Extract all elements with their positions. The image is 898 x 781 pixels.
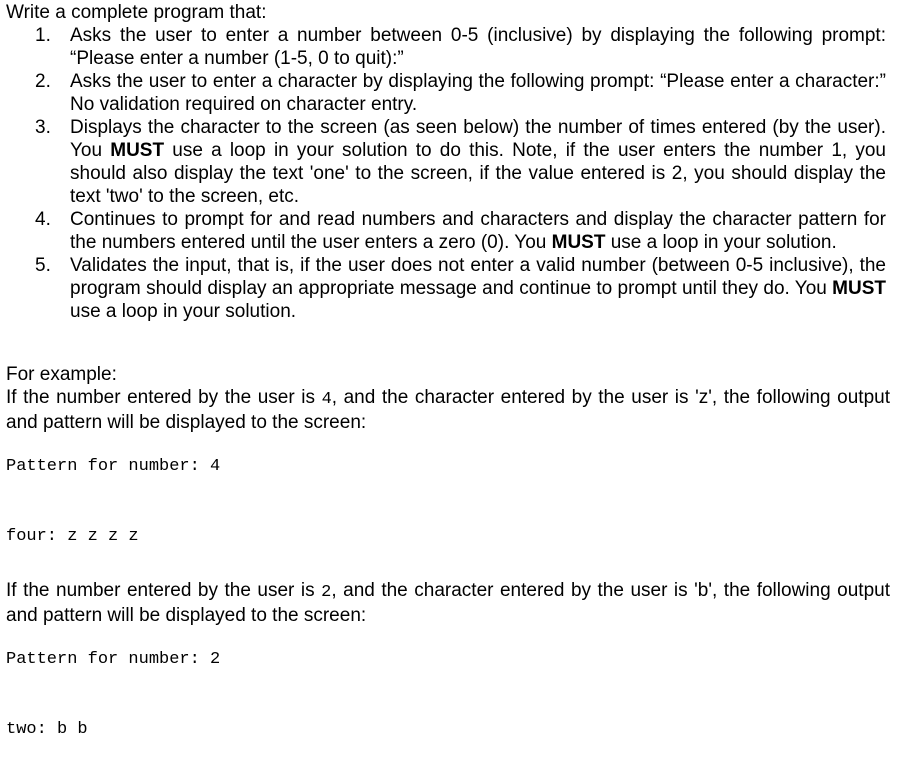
sample-output-line: Pattern for number: 4: [6, 457, 221, 476]
item-number: 5.: [35, 255, 51, 276]
sample-output-line: four: z z z z: [6, 527, 139, 546]
intro-text: Write a complete program that:: [6, 2, 267, 23]
item-text: use a loop in your solution to do this. Note, if the user enters the number 1, you should also display the text 'one' to the screen, if the value entered is 2, you should display the text 'two' to the screen, etc.: [70, 140, 886, 207]
requirement-item: [35, 70, 890, 116]
sample-output-line: Pattern for number: 2: [6, 650, 221, 669]
item-number: 2.: [35, 71, 51, 92]
item-text: Validates the input, that is, if the user does not enter a valid number (between 0-5 inclusive), the program should display an appropriate message and continue to prompt until they do. You: [70, 255, 886, 299]
example-number: 2: [321, 583, 332, 602]
spacer: [6, 434, 890, 456]
sample-output-line: two: b b: [6, 720, 88, 739]
requirement-item: [35, 116, 890, 208]
example-text: If the number entered by the user is: [6, 387, 322, 408]
item-text: use a loop in your solution.: [605, 232, 837, 253]
item-text: Asks the user to enter a character by displaying the following prompt: “Please enter a character:” No validation required on character entry.: [70, 71, 886, 115]
spacer: [6, 548, 890, 579]
assignment-document: [6, 1, 890, 741]
item-number: 4.: [35, 209, 51, 230]
emphasis-text: MUST: [551, 232, 606, 253]
example-text: If the number entered by the user is: [6, 580, 322, 601]
spacer: [6, 323, 890, 363]
example-description: [6, 579, 890, 627]
requirement-item: [35, 254, 890, 323]
example-text: , and the character entered by the user is 'b', the following output and pattern will be displayed to the screen:: [6, 580, 890, 626]
item-text: Continues to prompt for and read numbers and characters and display the character pattern for the numbers entered until the user enters a zero (0). You: [70, 209, 886, 253]
requirements-list: [6, 24, 890, 323]
example-number: 4: [321, 390, 332, 409]
requirement-item: [35, 208, 890, 254]
example-heading: For example:: [6, 364, 117, 385]
item-text: Displays the character to the screen (as seen below) the number of times entered (by the user). You: [70, 117, 886, 161]
item-number: 1.: [35, 25, 51, 46]
emphasis-text: MUST: [110, 140, 165, 161]
emphasis-text: MUST: [832, 278, 886, 299]
requirement-item: [35, 24, 890, 70]
example-description: [6, 386, 890, 434]
spacer: [6, 627, 890, 649]
example-text: , and the character entered by the user is 'z', the following output and pattern will be displayed to the screen:: [6, 387, 890, 433]
spacer: [6, 671, 890, 719]
item-text: Asks the user to enter a number between 0-5 (inclusive) by displaying the following prompt: “Please enter a number (1-5, 0 to quit):”: [70, 25, 886, 69]
spacer: [6, 478, 890, 526]
item-number: 3.: [35, 117, 51, 138]
item-text: use a loop in your solution.: [70, 301, 297, 322]
